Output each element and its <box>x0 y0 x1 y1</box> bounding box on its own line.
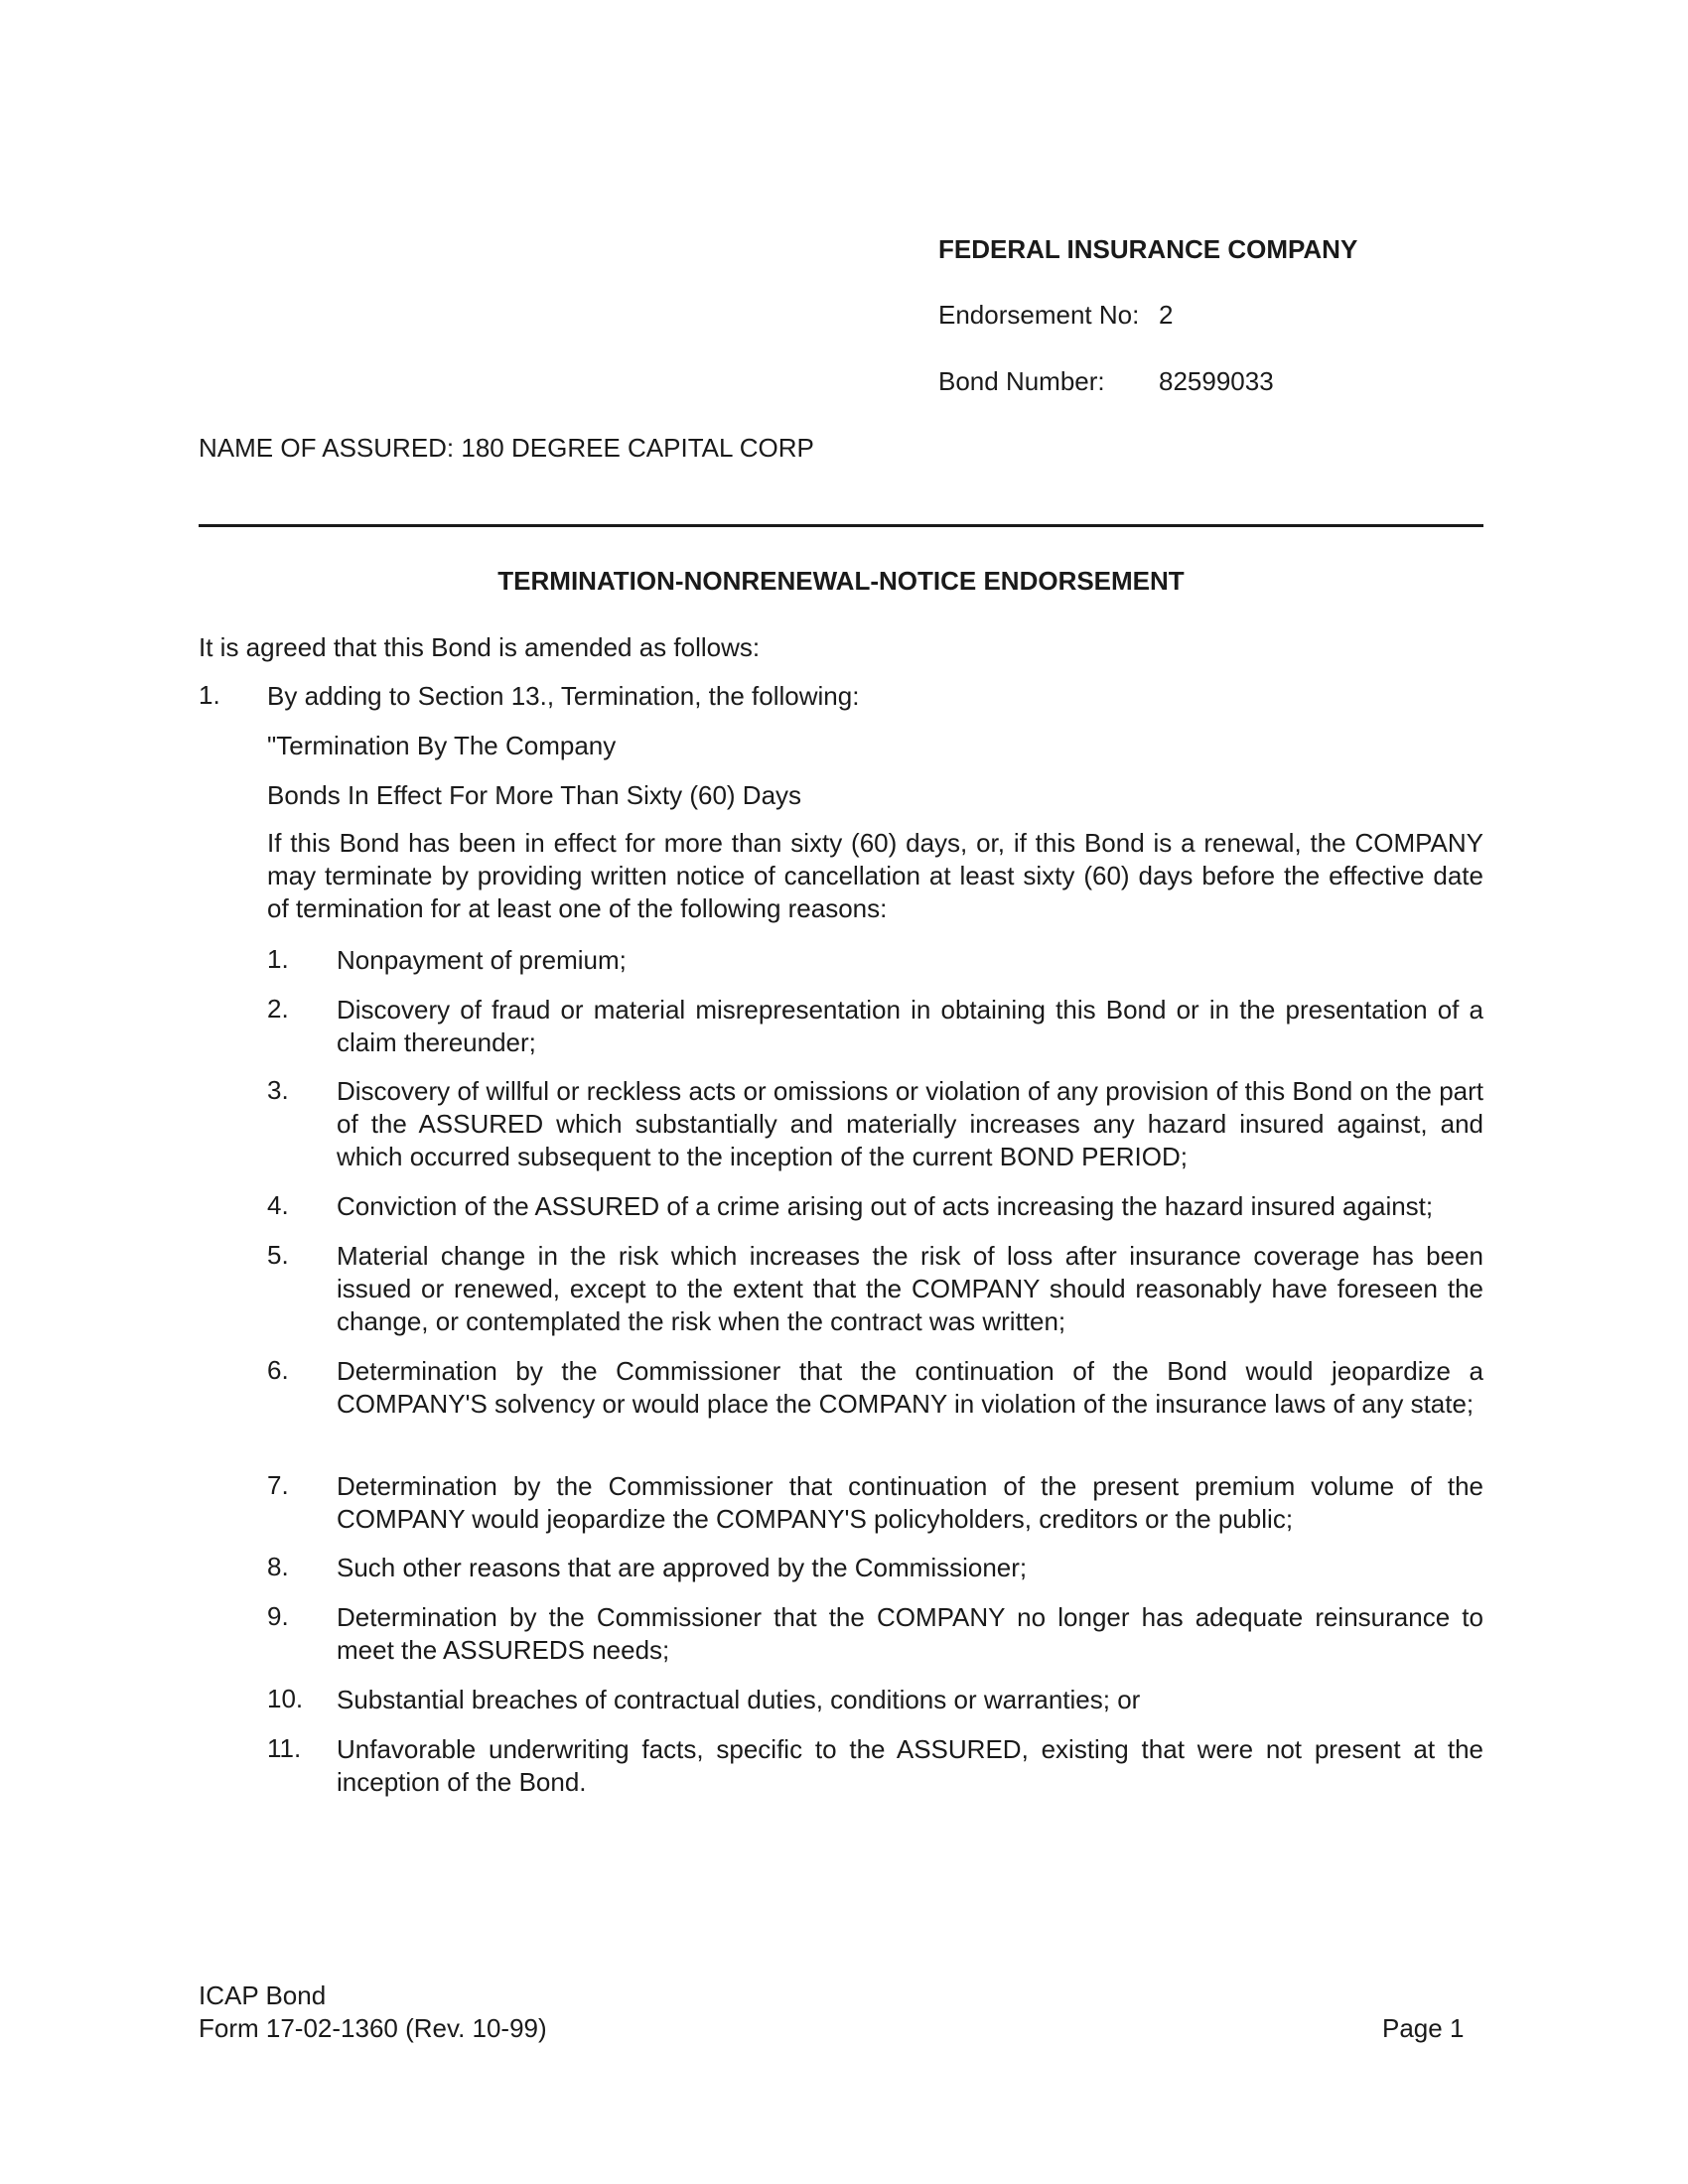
list-item-number: 4. <box>267 1190 289 1220</box>
page-number: Page 1 <box>1382 2013 1465 2043</box>
list-item-number: 1. <box>267 944 289 974</box>
list-item-number: 3. <box>267 1075 289 1105</box>
list-item-text: Unfavorable underwriting facts, specific to the ASSURED, existing that were not present at the inception of the Bond. <box>337 1734 1483 1797</box>
list-item-number: 11. <box>267 1733 302 1763</box>
list-item-number: 2. <box>267 994 289 1024</box>
section-number: 1. <box>199 680 220 710</box>
list-item-number: 9. <box>267 1601 289 1631</box>
document-title: TERMINATION-NONRENEWAL-NOTICE ENDORSEMENT <box>497 566 1185 596</box>
divider-rule <box>199 524 1483 527</box>
company-name: FEDERAL INSURANCE COMPANY <box>938 234 1358 264</box>
list-item-number: 6. <box>267 1355 289 1385</box>
list-item-text: Substantial breaches of contractual duties, conditions or warranties; or <box>337 1685 1141 1714</box>
list-item-text: Determination by the Commissioner that the continuation of the Bond would jeopardize a COMPANY'S solvency or would place the COMPANY in violation of the insurance laws of any state; <box>337 1356 1483 1419</box>
footer-form-number: Form 17-02-1360 (Rev. 10-99) <box>199 2013 547 2043</box>
endorsement-number-label: Endorsement No: <box>938 300 1140 330</box>
list-item-number: 5. <box>267 1240 289 1270</box>
list-item-text: Such other reasons that are approved by the Commissioner; <box>337 1553 1028 1582</box>
list-item-text: Determination by the Commissioner that the COMPANY no longer has adequate reinsurance to meet the ASSUREDS needs; <box>337 1602 1483 1665</box>
section-text: By adding to Section 13., Termination, the following: <box>267 681 860 711</box>
list-item-text: Nonpayment of premium; <box>337 945 627 975</box>
footer-form-name: ICAP Bond <box>199 1980 327 2010</box>
list-item-text: Conviction of the ASSURED of a crime arising out of acts increasing the hazard insured against; <box>337 1191 1434 1221</box>
endorsement-number-value: 2 <box>1159 300 1174 330</box>
list-item-number: 8. <box>267 1552 289 1581</box>
intro-text: It is agreed that this Bond is amended as follows: <box>199 632 761 662</box>
list-item-text: Discovery of fraud or material misrepresentation in obtaining this Bond or in the presentation of a claim thereunder; <box>337 995 1483 1057</box>
subheading-bonds-in-effect: Bonds In Effect For More Than Sixty (60) Days <box>267 780 802 810</box>
subheading-termination: "Termination By The Company <box>267 731 617 760</box>
bond-number-label: Bond Number: <box>938 366 1105 396</box>
termination-paragraph: If this Bond has been in effect for more than sixty (60) days, or, if this Bond is a renewal, the COMPANY may terminate by providing written notice of cancellation at least sixty (60) days before the effective date of termination for at least one of the following reasons: <box>267 828 1483 923</box>
list-item-text: Determination by the Commissioner that continuation of the present premium volume of the COMPANY would jeopardize the COMPANY'S policyholders, creditors or the public; <box>337 1471 1483 1534</box>
list-item-text: Discovery of willful or reckless acts or omissions or violation of any provision of this Bond on the part of the ASSURED which substantially and materially increases any hazard insured against, and which occurred subsequent to the inception of the current BOND PERIOD; <box>337 1076 1483 1171</box>
list-item-number: 10. <box>267 1684 304 1713</box>
bond-number-value: 82599033 <box>1159 366 1274 396</box>
list-item-number: 7. <box>267 1470 289 1500</box>
assured-name: NAME OF ASSURED: 180 DEGREE CAPITAL CORP <box>199 433 814 463</box>
list-item-text: Material change in the risk which increases the risk of loss after insurance coverage has been issued or renewed, except to the extent that the COMPANY should reasonably have foreseen the change, or contemplated the risk when the contract was written; <box>337 1241 1483 1336</box>
